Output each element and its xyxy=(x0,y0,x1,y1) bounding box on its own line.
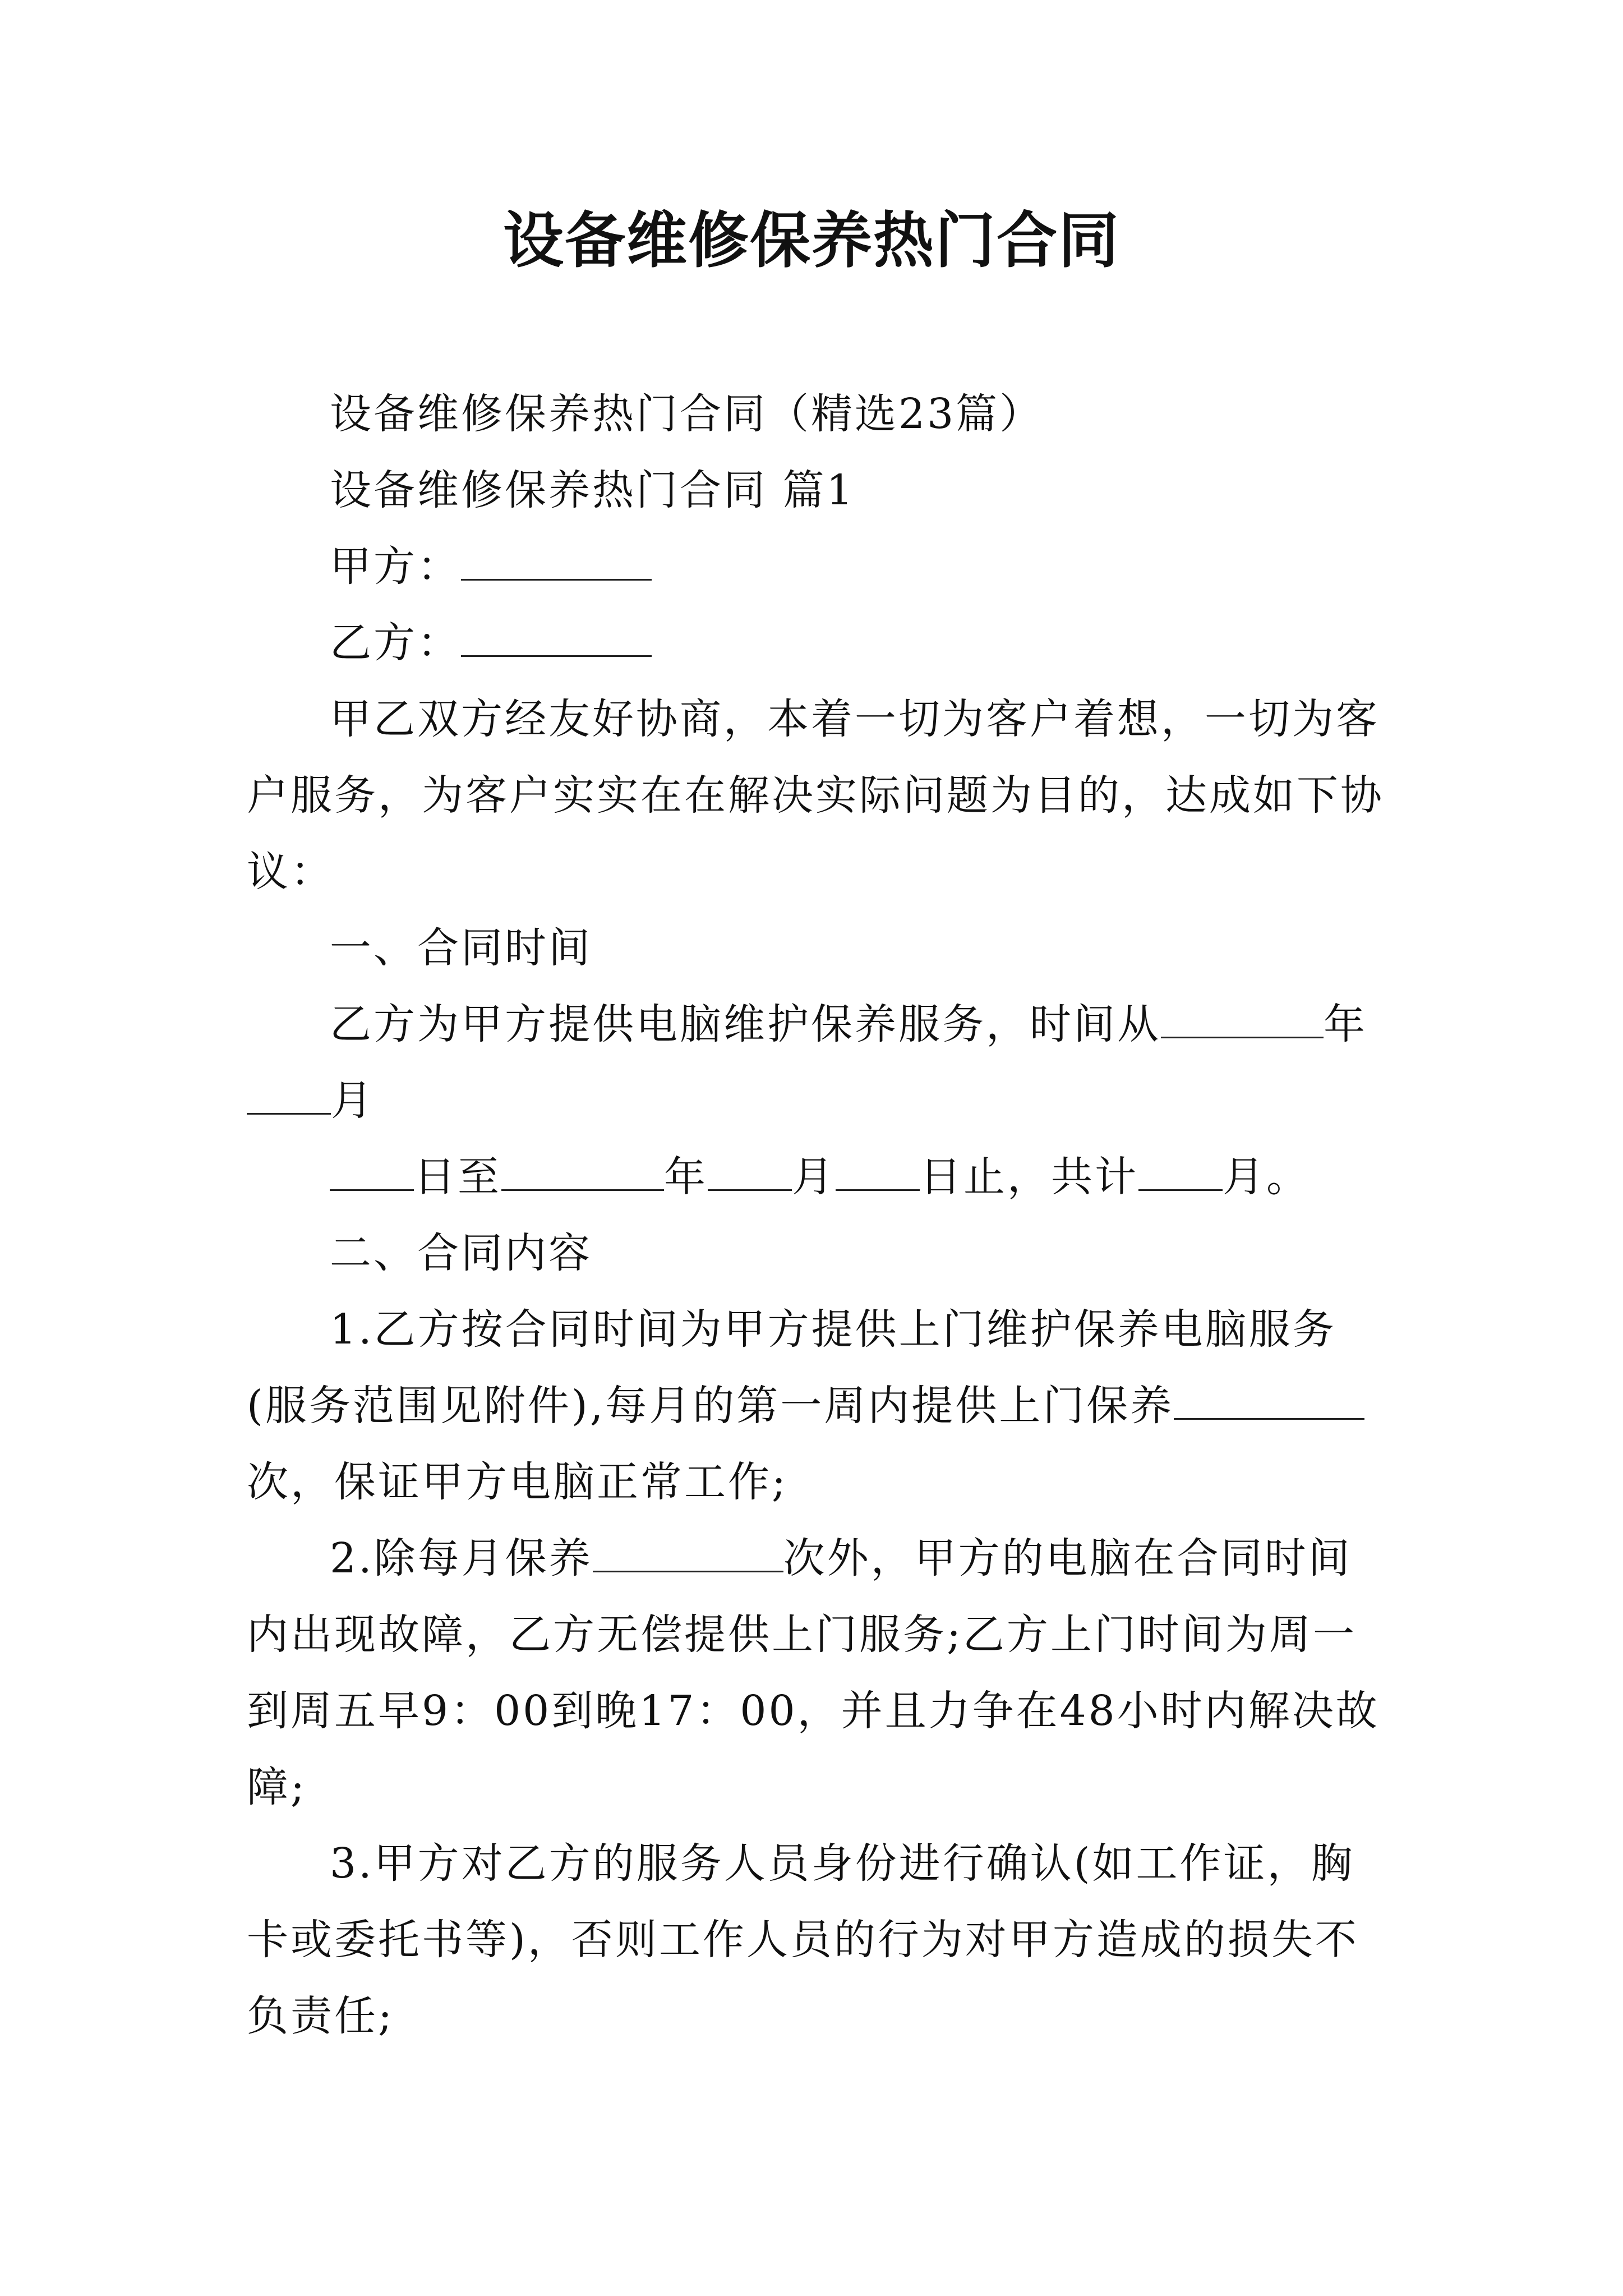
visit-count-blank xyxy=(1174,1379,1364,1420)
section-2-text: 二、合同内容 xyxy=(330,1229,592,1277)
section-2-heading xyxy=(247,1215,1391,1291)
clause-2-text-b: 次外，甲方的电脑在合同时间内出现故障，乙方无偿提供上门服务;乙方上门时间为周一到周五早9：00到晚17：00，并且力争在48小时内解决故障; xyxy=(247,1534,1380,1811)
month-label: 月 xyxy=(331,1076,375,1125)
year-label: 年 xyxy=(1324,1000,1367,1048)
day-to-label: 日至 xyxy=(414,1153,501,1201)
clause-1 xyxy=(247,1291,1391,1520)
subtitle-text: 设备维修保养热门合同（精选23篇） xyxy=(330,390,1044,438)
intro-paragraph xyxy=(247,681,1391,910)
clause-2 xyxy=(247,1520,1391,1825)
clause-1-text-a: 1.乙方按合同时间为甲方提供上门维护保养电脑服务(服务范围见附件),每月的第一周内提供上门保养 xyxy=(247,1305,1336,1430)
term-paragraph-2 xyxy=(247,1139,1391,1215)
party-a-blank xyxy=(461,540,652,581)
end-day-total-label: 日止，共计 xyxy=(920,1153,1138,1201)
section-heading-text: 设备维修保养热门合同 篇1 xyxy=(330,466,855,514)
total-month-label: 月。 xyxy=(1223,1153,1310,1201)
clause-3 xyxy=(247,1825,1391,2054)
monthly-maintenance-blank xyxy=(593,1531,783,1572)
party-b-blank xyxy=(461,616,652,657)
party-a-line xyxy=(247,528,1391,605)
term-paragraph-1 xyxy=(247,986,1391,1139)
end-day-blank xyxy=(836,1150,920,1191)
intro-text: 甲乙双方经友好协商，本着一切为客户着想，一切为客户服务，为客户实实在在解决实际问题为目的，达成如下协议： xyxy=(247,695,1384,896)
end-year-label: 年 xyxy=(664,1153,708,1201)
subtitle-line xyxy=(247,376,1391,452)
clause-3-text: 3.甲方对乙方的服务人员身份进行确认(如工作证，胸卡或委托书等)，否则工作人员的行为对甲方造成的损失不负责任; xyxy=(247,1839,1359,2040)
start-year-blank xyxy=(1161,997,1324,1038)
end-month-label: 月 xyxy=(792,1153,836,1201)
party-a-label: 甲方： xyxy=(330,542,461,591)
section-1-heading xyxy=(247,910,1391,986)
document-body xyxy=(247,376,1391,2054)
clause-2-text-a: 2.除每月保养 xyxy=(330,1534,593,1582)
section-heading-line xyxy=(247,452,1391,528)
total-months-blank xyxy=(1138,1150,1223,1191)
clause-1-text-b: 次，保证甲方电脑正常工作; xyxy=(247,1458,788,1506)
section-1-text: 一、合同时间 xyxy=(330,924,592,972)
start-day-blank xyxy=(330,1150,414,1191)
party-b-label: 乙方： xyxy=(330,619,461,667)
document-title: 设备维修保养热门合同 xyxy=(502,206,1120,276)
party-b-line xyxy=(247,605,1391,681)
end-year-blank xyxy=(501,1150,664,1191)
term-text-1: 乙方为甲方提供电脑维护保养服务，时间从 xyxy=(330,1000,1161,1048)
end-month-blank xyxy=(708,1150,792,1191)
start-month-blank xyxy=(247,1074,331,1115)
